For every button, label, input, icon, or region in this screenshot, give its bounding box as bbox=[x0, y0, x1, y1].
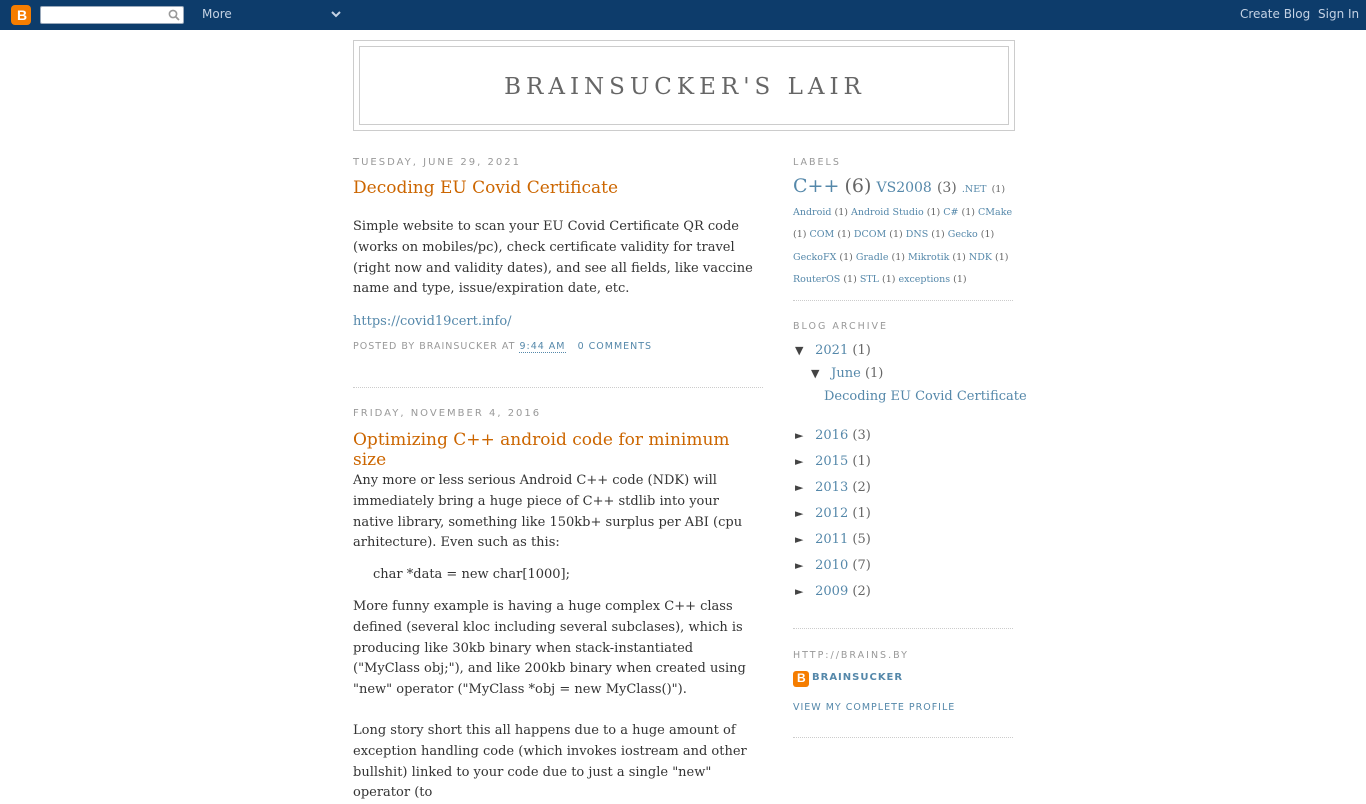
label-link[interactable]: Gecko bbox=[947, 229, 978, 240]
archive-year-link[interactable]: 2021 bbox=[815, 343, 849, 358]
label-link[interactable]: .NET bbox=[961, 184, 987, 195]
label-count: (1) bbox=[837, 229, 851, 240]
labels-heading: LABELS bbox=[793, 157, 841, 168]
label-link[interactable]: VS2008 bbox=[876, 180, 932, 196]
expand-toggle-icon[interactable]: ► bbox=[795, 507, 804, 520]
expand-toggle-icon[interactable]: ► bbox=[795, 455, 804, 468]
label-count: (1) bbox=[889, 229, 903, 240]
post-date: TUESDAY, JUNE 29, 2021 bbox=[353, 157, 521, 168]
post-paragraph: More funny example is having a huge complex C++ class defined (several kloc including several subclases), which is producing like 30kb binary when stack-instantiated ("MyClass obj;"), and like 200kb binary when created using "new" operator ("MyClass *obj = new MyClass()"). bbox=[353, 598, 746, 698]
archive-year-item bbox=[795, 428, 871, 443]
create-blog-link[interactable]: Create Blog bbox=[1240, 7, 1311, 21]
label-count: (1) bbox=[991, 184, 1006, 195]
label-count: (1) bbox=[793, 229, 807, 240]
expand-toggle-icon[interactable]: ► bbox=[795, 481, 804, 494]
archive-year-link[interactable]: 2009 bbox=[815, 584, 849, 599]
blog-header-inner bbox=[359, 46, 1009, 125]
post-date: FRIDAY, NOVEMBER 4, 2016 bbox=[353, 408, 542, 419]
sidebar-divider bbox=[793, 628, 1013, 629]
sign-in-link[interactable]: Sign In bbox=[1318, 7, 1360, 21]
archive-year-item bbox=[795, 454, 871, 469]
archive-month-link[interactable]: June bbox=[831, 366, 861, 381]
label-count: (1) bbox=[882, 274, 896, 285]
navbar-search-box[interactable] bbox=[40, 6, 184, 24]
label-link[interactable]: DCOM bbox=[853, 229, 887, 240]
chevron-down-icon[interactable] bbox=[330, 10, 342, 20]
label-count: (1) bbox=[980, 229, 995, 240]
expand-toggle-icon[interactable]: ► bbox=[795, 533, 804, 546]
archive-year-link[interactable]: 2016 bbox=[815, 428, 849, 443]
label-link[interactable]: C# bbox=[943, 206, 959, 218]
archive-year-link[interactable]: 2011 bbox=[815, 532, 849, 547]
archive-year-item bbox=[795, 506, 871, 521]
archive-year-link[interactable]: 2012 bbox=[815, 506, 849, 521]
post-divider bbox=[353, 387, 763, 388]
label-link[interactable]: exceptions bbox=[898, 274, 951, 285]
post-author: BRAINSUCKER bbox=[419, 340, 498, 352]
navbar bbox=[0, 0, 1366, 30]
archive-year-item bbox=[795, 558, 871, 573]
profile-heading: HTTP://BRAINS.BY bbox=[793, 650, 909, 661]
post-at-label: AT bbox=[501, 340, 516, 352]
archive-month-count: (1) bbox=[864, 366, 884, 381]
label-count: (1) bbox=[994, 251, 1009, 263]
post-paragraph: Long story short this all happens due to a huge amount of exception handling code (which invokes iostream and other bullshit) linked to your code due to just a single "new" operator (to bbox=[353, 722, 747, 801]
label-link[interactable]: Android bbox=[793, 206, 832, 218]
post-paragraph: Simple website to scan your EU Covid Certificate QR code (works on mobiles/pc), check certificate validity for travel (right now and validity dates), and see all fields, like vaccine name and type, issue/expiration date, etc. bbox=[353, 219, 753, 297]
label-link[interactable]: STL bbox=[859, 274, 879, 285]
post-timestamp-link[interactable]: 9:44 AM bbox=[519, 340, 566, 352]
label-count: (1) bbox=[952, 251, 966, 263]
label-count: (3) bbox=[936, 180, 957, 196]
profile-name-link[interactable]: BRAINSUCKER bbox=[812, 672, 904, 683]
label-count: (6) bbox=[844, 175, 872, 197]
label-count: (1) bbox=[953, 274, 967, 285]
archive-post-item bbox=[824, 389, 1027, 404]
post-comments-link[interactable]: 0 COMMENTS bbox=[577, 340, 653, 352]
blogger-profile-icon: B bbox=[793, 671, 809, 687]
label-link[interactable]: COM bbox=[809, 229, 835, 240]
label-count: (1) bbox=[891, 251, 905, 263]
collapse-toggle-icon[interactable]: ▼ bbox=[795, 344, 804, 357]
label-count: (1) bbox=[843, 274, 857, 285]
search-icon[interactable] bbox=[168, 9, 180, 21]
label-count: (1) bbox=[839, 251, 853, 263]
archive-year-link[interactable]: 2015 bbox=[815, 454, 849, 469]
label-count: (1) bbox=[931, 229, 945, 240]
post-body bbox=[353, 471, 763, 804]
blogger-logo-icon[interactable]: B bbox=[11, 5, 31, 25]
archive-year-link[interactable]: 2010 bbox=[815, 558, 849, 573]
label-link[interactable]: C++ bbox=[793, 175, 840, 197]
archive-year-count: (2) bbox=[852, 584, 871, 599]
post-title[interactable]: Decoding EU Covid Certificate bbox=[353, 178, 619, 198]
expand-toggle-icon[interactable]: ► bbox=[795, 429, 804, 442]
archive-year-count: (5) bbox=[852, 532, 871, 547]
archive-month-expanded bbox=[811, 366, 883, 381]
archive-year-count: (2) bbox=[852, 480, 871, 495]
label-count: (1) bbox=[961, 206, 975, 218]
label-link[interactable]: Gradle bbox=[855, 251, 889, 263]
post-2 bbox=[353, 408, 763, 804]
labels-cloud bbox=[793, 177, 1015, 290]
archive-year-item bbox=[795, 532, 871, 547]
sidebar-divider bbox=[793, 300, 1013, 301]
post-body bbox=[353, 217, 763, 333]
archive-year-expanded bbox=[795, 343, 871, 358]
archive-year-item bbox=[795, 584, 871, 599]
label-link[interactable]: CMake bbox=[978, 206, 1013, 218]
label-link[interactable]: Mikrotik bbox=[907, 251, 950, 263]
archive-year-count: (3) bbox=[852, 428, 871, 443]
archive-year-count: (7) bbox=[852, 558, 871, 573]
archive-year-count: (1) bbox=[852, 506, 871, 521]
label-link[interactable]: Android Studio bbox=[850, 206, 924, 218]
post-paragraph: Any more or less serious Android C++ code (NDK) will immediately bring a huge piece of C++ stdlib into your native library, something like 150kb+ surplus per ABI (cpu arhitecture). Even such as this: bbox=[353, 473, 743, 551]
blog-title[interactable]: BRAINSUCKER'S LAIR bbox=[504, 74, 866, 100]
post-code-line: char *data = new char[1000]; bbox=[373, 567, 571, 583]
expand-toggle-icon[interactable]: ► bbox=[795, 585, 804, 598]
label-link[interactable]: GeckoFX bbox=[793, 251, 837, 263]
post-footer bbox=[353, 341, 763, 352]
view-profile-link[interactable]: VIEW MY COMPLETE PROFILE bbox=[793, 702, 956, 713]
more-menu-label[interactable]: More bbox=[202, 7, 232, 21]
archive-year-link[interactable]: 2013 bbox=[815, 480, 849, 495]
archive-post-link[interactable]: Decoding EU Covid Certificate bbox=[824, 389, 1027, 404]
label-link[interactable]: RouterOS bbox=[793, 274, 841, 285]
archive-year-count: (1) bbox=[852, 454, 871, 469]
blog-archive-heading: BLOG ARCHIVE bbox=[793, 321, 889, 332]
post-external-link[interactable]: https://covid19cert.info/ bbox=[353, 314, 512, 330]
label-count: (1) bbox=[926, 206, 941, 218]
collapse-toggle-icon[interactable]: ▼ bbox=[811, 367, 820, 380]
blog-header bbox=[353, 40, 1015, 131]
expand-toggle-icon[interactable]: ► bbox=[795, 559, 804, 572]
post-title[interactable]: Optimizing C++ android code for minimum size bbox=[353, 430, 730, 470]
label-link[interactable]: DNS bbox=[905, 229, 929, 240]
label-link[interactable]: NDK bbox=[968, 251, 992, 263]
post-1 bbox=[353, 157, 763, 352]
sidebar-divider bbox=[793, 737, 1013, 738]
posted-by-label: POSTED BY bbox=[353, 340, 416, 352]
navbar-search-input[interactable] bbox=[43, 8, 163, 22]
archive-year-item bbox=[795, 480, 871, 495]
archive-year-count: (1) bbox=[852, 343, 871, 358]
label-count: (1) bbox=[834, 206, 848, 218]
